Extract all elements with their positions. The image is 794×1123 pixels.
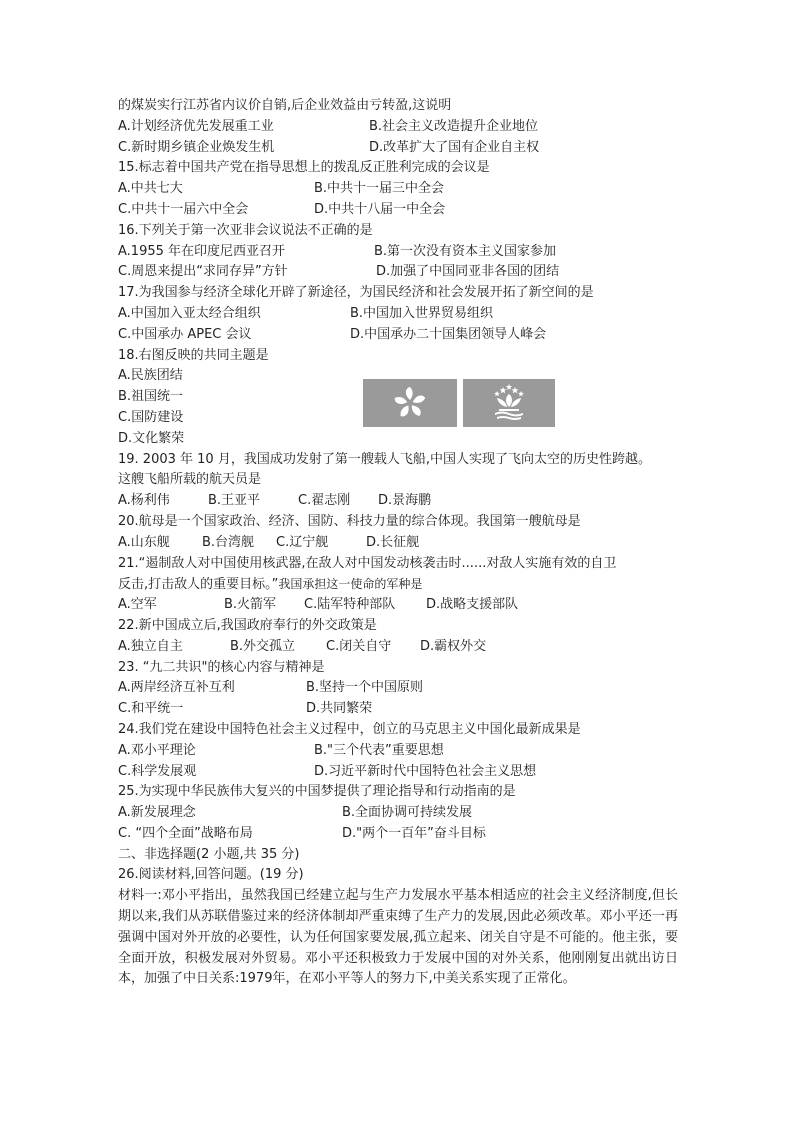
- q24-option-b: B."三个代表”重要思想: [314, 742, 444, 758]
- q20-option-c: C.辽宁舰: [276, 534, 329, 550]
- q19-option-b: B.王亚平: [208, 493, 261, 509]
- q22-option-d: D.霸权外交: [420, 638, 487, 654]
- q21-stem: 21.“遏制敌人对中国使用核武器,在敌人对中国发动核袭击时......对敌人实施有效的自卫: [118, 555, 617, 571]
- q15-stem: 15.标志着中国共产党在指导思想上的拨乱反正胜利完成的会议是: [118, 160, 490, 176]
- q18-option-b: B.祖国统一: [118, 389, 184, 405]
- q22-stem: 22.新中国成立后,我国政府奉行的外交政策是: [118, 617, 377, 633]
- q21-stem-question: 我国承担这一使命的军种是: [278, 577, 423, 592]
- q19-stem: 19. 2003 年 10 月，我国成功发射了第一艘载人飞船,中国人实现了飞向太空的历史性跨越。: [118, 451, 651, 467]
- q23-option-a: A.两岸经济互补互利: [118, 680, 235, 696]
- q19-option-c: C.翟志刚: [298, 493, 351, 509]
- q14-option-a: A.计划经济优先发展重工业: [118, 118, 274, 134]
- q21-option-b: B.火箭军: [224, 597, 277, 613]
- q25-option-c: C. “四个全面”战略布局: [118, 825, 253, 841]
- q14-option-d: D.改革扩大了国有企业自主权: [369, 139, 540, 155]
- q16-option-b: B.第一次没有资本主义国家参加: [374, 243, 557, 259]
- q16-option-c: C.周恩来提出“求同存异”方针: [118, 264, 288, 280]
- macau-flag: [463, 379, 555, 427]
- q18-option-a: A.民族团结: [118, 368, 183, 384]
- q20-stem: 20.航母是一个国家政治、经济、国防、科技力量的综合体现。我国第一艘航母是: [118, 513, 581, 529]
- q20-option-b: B.台湾舰: [202, 534, 255, 550]
- q25-stem: 25.为实现中华民族伟大复兴的中国梦提供了理论指导和行动指南的是: [118, 784, 516, 800]
- q14-option-b: B.社会主义改造提升企业地位: [369, 118, 539, 134]
- q17-option-c: C.中国承办 APEC 会议: [118, 326, 252, 342]
- q20-option-a: A.山东舰: [118, 534, 170, 550]
- q19-option-d: D.景海鹏: [378, 493, 432, 509]
- q26-stem: 26.阅读材料,回答问题。(19 分): [118, 867, 304, 883]
- q21-stem-cont: [118, 574, 678, 595]
- q20-option-d: D.长征舰: [366, 534, 420, 550]
- q16-stem: 16.下列关于第一次亚非会议说法不正确的是: [118, 222, 373, 238]
- q16-option-d: D.加强了中国同亚非各国的团结: [376, 264, 560, 280]
- q25-option-b: B.全面协调可持续发展: [342, 805, 473, 821]
- bauhinia-icon: [363, 379, 457, 427]
- section2-title: 二、非选择题(2 小题,共 35 分): [118, 846, 300, 862]
- q25-option-d: D."两个一百年”奋斗目标: [342, 825, 486, 841]
- q15-option-a: A.中共七大: [118, 181, 183, 197]
- q21-option-d: D.战略支援部队: [426, 597, 519, 613]
- q24-option-a: A.邓小平理论: [118, 742, 196, 758]
- intro-line: 的煤炭实行江苏省内议价自销,后企业效益由亏转盈,这说明: [118, 98, 452, 113]
- q21-option-c: C.陆军特种部队: [304, 597, 396, 613]
- q22-option-b: B.外交孤立: [230, 638, 296, 654]
- q18-figure: [363, 379, 555, 427]
- q17-stem: 17.为我国参与经济全球化开辟了新途径，为国民经济和社会发展开拓了新空间的是: [118, 285, 594, 301]
- q18-stem: 18.右图反映的共同主题是: [118, 347, 269, 363]
- exam-page: [118, 96, 678, 990]
- q23-option-d: D.共同繁荣: [306, 701, 373, 717]
- lotus-icon: [463, 379, 555, 427]
- q14-option-c: C.新时期乡镇企业焕发生机: [118, 139, 275, 155]
- q22-option-a: A.独立自主: [118, 638, 183, 654]
- q17-option-a: A.中国加入亚太经合组织: [118, 305, 261, 321]
- q23-option-c: C.和平统一: [118, 701, 184, 717]
- q23-stem: 23. “九二共识"的核心内容与精神是: [118, 659, 325, 675]
- q24-option-d: D.习近平新时代中国特色社会主义思想: [314, 763, 537, 779]
- q17-option-d: D.中国承办二十国集团领导人峰会: [350, 326, 547, 342]
- q23-option-b: B.坚持一个中国原则: [306, 680, 424, 696]
- q15-option-d: D.中共十八届一中全会: [314, 201, 446, 217]
- q16-option-a: A.1955 年在印度尼西亚召开: [118, 243, 286, 259]
- q21-option-a: A.空军: [118, 597, 157, 613]
- q22-option-c: C.闭关自守: [326, 638, 392, 654]
- q18-option-c: C.国防建设: [118, 409, 184, 425]
- q24-stem: 24.我们党在建设中国特色社会主义过程中，创立的马克思主义中国化最新成果是: [118, 721, 581, 737]
- q21-stem-part: 反击,打击敌人的重要目标。”: [118, 577, 279, 593]
- q25-option-a: A.新发展理念: [118, 805, 196, 821]
- q15-option-c: C.中共十一届六中全会: [118, 201, 249, 217]
- q19-stem-cont: 这艘飞船所载的航天员是: [118, 472, 262, 488]
- q17-option-b: B.中国加入世界贸易组织: [350, 305, 494, 321]
- q15-option-b: B.中共十一届三中全会: [314, 181, 445, 197]
- material-one: 材料一:邓小平指出，虽然我国已经建立起与生产力发展水平基本相适应的社会主义经济制度,但长期以来,我们从苏联借鉴过来的经济体制却严重束缚了生产力的发展,因此必须改革。邓小平还一再强调中国对外开放的必要性，认为任何国家要发展,孤立起来、闭关自守是不可能的。他主张，要全面开放，积极发展对外贸易。邓小平还积极致力于发展中国的对外关系，他刚刚复出就出访日本，加强了中日关系:1979年，在邓小平等人的努力下,中美关系实现了正常化。: [118, 888, 678, 987]
- q19-option-a: A.杨利伟: [118, 493, 170, 509]
- q24-option-c: C.科学发展观: [118, 763, 197, 779]
- q18-option-d: D.文化繁荣: [118, 430, 185, 446]
- hong-kong-flag: [363, 379, 457, 427]
